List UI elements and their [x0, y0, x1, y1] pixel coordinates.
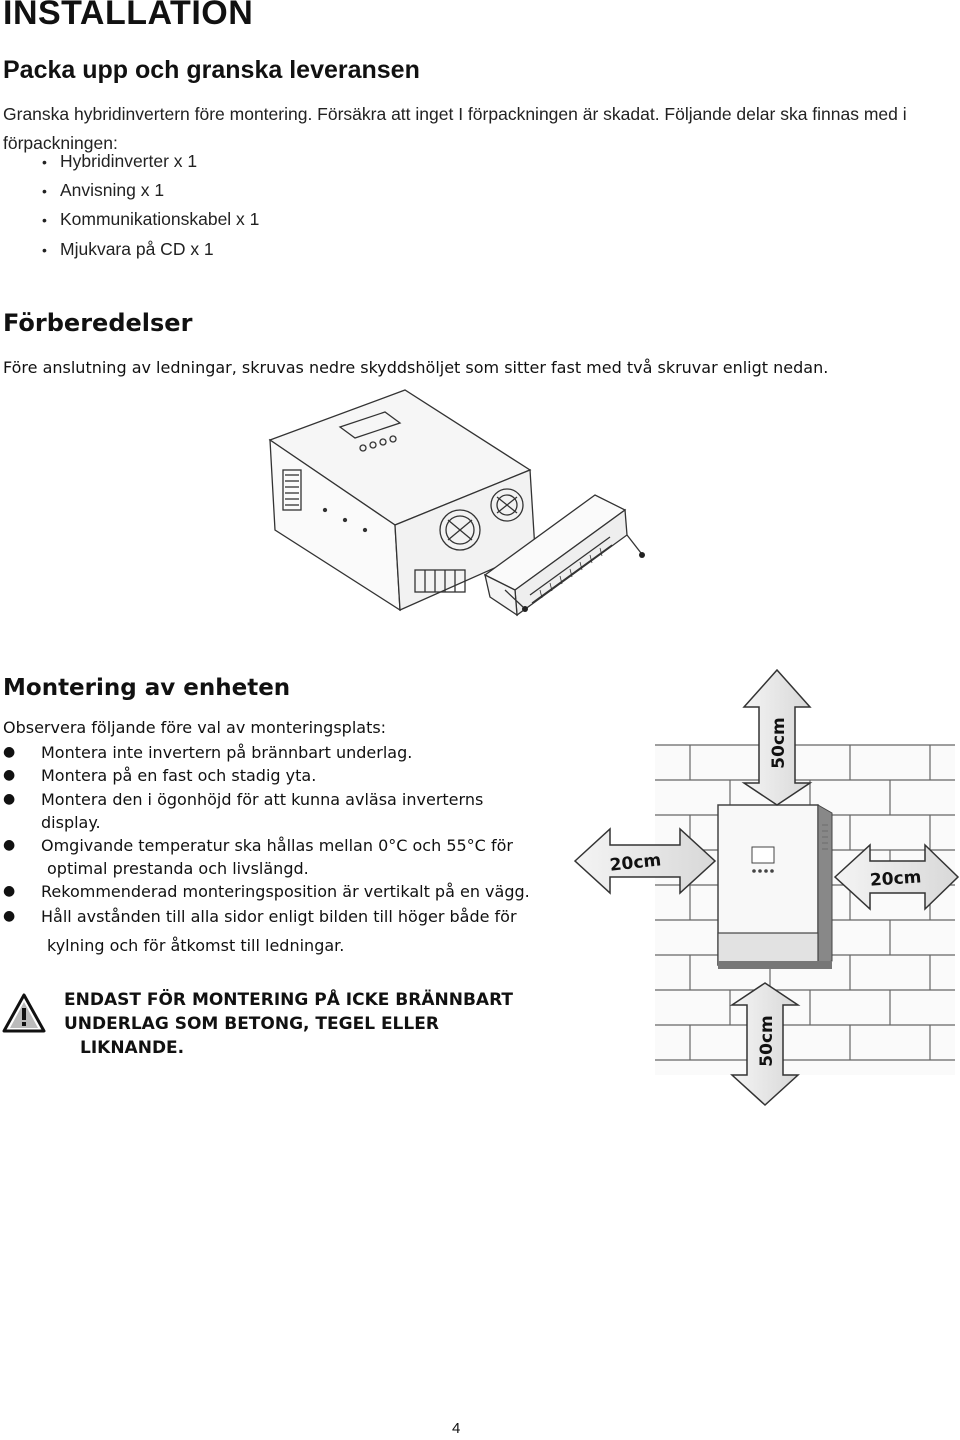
list-item: ● Montera den i ögonhöjd för att kunna avläsa inverterns display.: [3, 790, 484, 832]
page-title: INSTALLATION: [3, 0, 254, 32]
top-clearance-label: 50cm: [769, 717, 789, 769]
right-clearance-label: 20cm: [869, 867, 923, 891]
bullet-icon: ●: [3, 837, 16, 853]
left-clearance-label: 20cm: [608, 850, 663, 876]
warning-icon: [2, 993, 46, 1033]
warning-text: ENDAST FÖR MONTERING PÅ ICKE BRÄNNBART UNDERLAG SOM BETONG, TEGEL ELLER LIKNANDE.: [64, 990, 513, 1058]
list-item: ● Montera inte invertern på brännbart underlag.: [3, 743, 413, 762]
list-item: • Kommunikationskabel x 1: [42, 209, 260, 229]
bullet-icon: ●: [3, 791, 16, 807]
list-item: • Mjukvara på CD x 1: [42, 239, 214, 259]
section-heading-unpack: Packa upp och granska leveransen: [3, 56, 420, 84]
list-item: • Hybridinverter x 1: [42, 151, 198, 171]
bullet-icon: •: [42, 154, 47, 170]
mounting-intro: Observera följande före val av monteringsplats:: [3, 718, 387, 737]
list-item: ● Montera på en fast och stadig yta.: [3, 766, 317, 785]
clearance-diagram: [570, 665, 960, 1110]
bullet-icon: •: [42, 242, 47, 258]
inverter-unit: [718, 805, 832, 969]
list-item: ● Håll avstånden till alla sidor enligt bilden till höger både för kylning och för åtkomst till ledningar.: [3, 907, 517, 955]
page-number: 4: [452, 1420, 461, 1437]
bullet-icon: ●: [3, 883, 16, 899]
list-item: ● Omgivande temperatur ska hållas mellan 0°C och 55°C för optimal prestanda och livslängd.: [3, 836, 513, 878]
bullet-icon: •: [42, 183, 47, 199]
bullet-icon: ●: [3, 908, 16, 924]
list-item: ● Rekommenderad monteringsposition är vertikalt på en vägg.: [3, 882, 530, 901]
bullet-icon: ●: [3, 767, 16, 783]
bottom-clearance-label: 50cm: [757, 1015, 777, 1067]
unpack-intro: Granska hybridinvertern före montering. Försäkra att inget I förpackningen är skadat. Följande delar ska finnas med i förpackningen:: [3, 104, 907, 153]
inverter-cover-illustration: [255, 385, 655, 630]
section-heading-preparation: Förberedelser: [3, 309, 193, 337]
bullet-icon: ●: [3, 744, 16, 760]
preparation-text: Före anslutning av ledningar, skruvas nedre skyddshöljet som sitter fast med två skruvar enligt nedan.: [3, 358, 829, 377]
list-item: • Anvisning x 1: [42, 180, 165, 200]
section-heading-mounting: Montering av enheten: [3, 675, 291, 701]
bullet-icon: •: [42, 212, 47, 228]
